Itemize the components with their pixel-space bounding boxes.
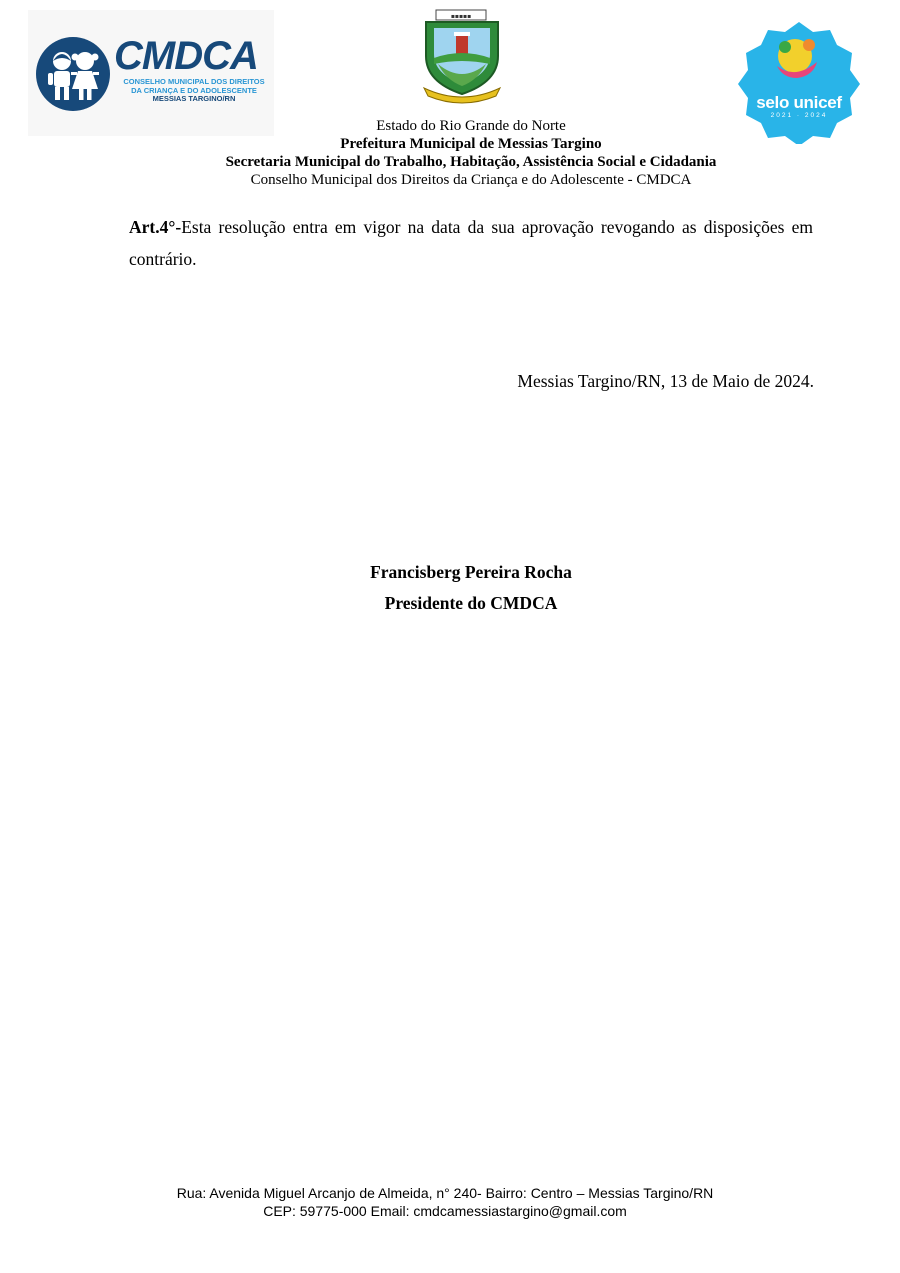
document-header: [0, 117, 900, 189]
svg-text:▪▪▪▪▪: ▪▪▪▪▪: [450, 13, 472, 20]
cmdca-logo-subtitle: [114, 78, 274, 104]
header-state: Estado do Rio Grande do Norte: [376, 118, 566, 134]
document-date: Messias Targino/RN, 13 de Maio de 2024.: [517, 371, 814, 391]
cmdca-logo-title: CMDCA: [114, 34, 258, 78]
signatory-role: Presidente do CMDCA: [384, 593, 558, 613]
article-4-paragraph: [129, 211, 813, 275]
cmdca-logo-line-2: DA CRIANÇA E DO ADOLESCENTE: [131, 85, 257, 95]
footer-contact: CEP: 59775-000 Email: cmdcamessiastargino@gmail.com: [263, 1203, 627, 1219]
document-footer: [0, 1184, 890, 1220]
cmdca-logo-line-3: MESSIAS TARGINO/RN: [152, 94, 236, 103]
article-label: Art.4°-: [129, 217, 182, 237]
cmdca-logo-line-1: CONSELHO MUNICIPAL DOS DIREITOS: [123, 77, 265, 86]
signatory-name: Francisberg Pereira Rocha: [370, 562, 572, 582]
header-secretaria: Secretaria Municipal do Trabalho, Habitação, Assistência Social e Cidadania: [225, 154, 717, 170]
signature-block: [0, 557, 900, 619]
selo-unicef-years: 2021 · 2024: [770, 112, 828, 119]
article-text: Esta resolução entra em vigor na data da sua aprovação revogando as disposições em contrário.: [129, 217, 813, 269]
header-conselho: Conselho Municipal dos Direitos da Criança e do Adolescente - CMDCA: [250, 172, 692, 188]
municipal-crest-icon: [416, 8, 508, 106]
children-icon: [36, 37, 110, 111]
header-prefeitura: Prefeitura Municipal de Messias Targino: [340, 136, 602, 152]
footer-address: Rua: Avenida Miguel Arcanjo de Almeida, n° 240- Bairro: Centro – Messias Targino/RN: [176, 1185, 714, 1201]
selo-unicef-label: selo unicef: [756, 93, 842, 112]
